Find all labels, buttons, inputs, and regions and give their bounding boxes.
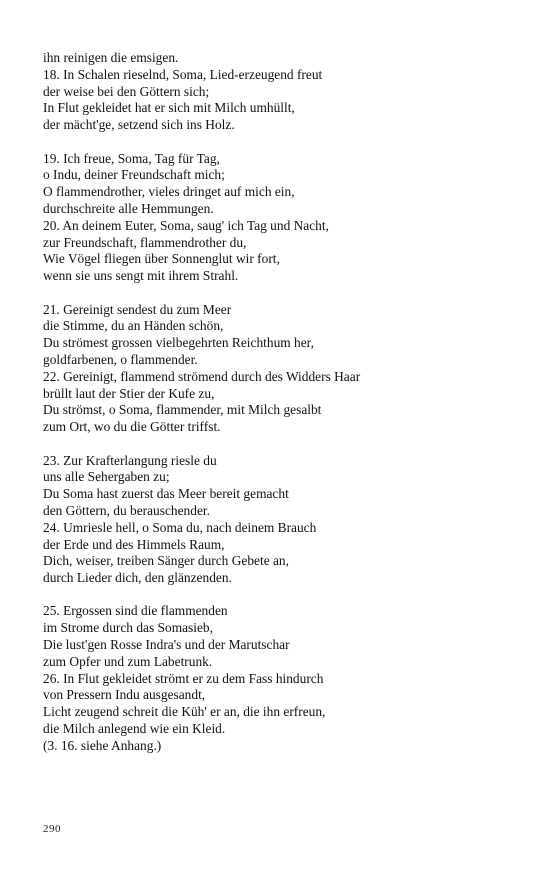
- verse-line: Wie Vögel fliegen über Sonnenglut wir fort,: [43, 251, 280, 267]
- verse-text: [43, 50, 513, 771]
- verse-line: goldfarbenen, o flammender.: [43, 351, 198, 367]
- verse-line: der weise bei den Göttern sich;: [43, 83, 210, 99]
- verse-line: zur Freundschaft, flammendrother du,: [43, 234, 247, 250]
- verse-line: 23. Zur Krafterlangung riesle du: [43, 452, 217, 468]
- verse-line: 26. In Flut gekleidet strömt er zu dem Fass hindurch: [43, 670, 324, 686]
- verse-line: 24. Umriesle hell, o Soma du, nach deinem Brauch: [43, 519, 317, 535]
- verse-line: Du strömst, o Soma, flammender, mit Milch gesalbt: [43, 402, 322, 418]
- verse-line: durch Lieder dich, den glänzenden.: [43, 570, 232, 586]
- verse-line: In Flut gekleidet hat er sich mit Milch umhüllt,: [43, 100, 295, 116]
- verse-line: 21. Gereinigt sendest du zum Meer: [43, 301, 232, 317]
- verse-line: zum Ort, wo du die Götter triffst.: [43, 419, 221, 435]
- verse-line: zum Opfer und zum Labetrunk.: [43, 653, 213, 669]
- verse-line: Du strömest grossen vielbegehrten Reichthum her,: [43, 335, 314, 351]
- verse-line: Die lust'gen Rosse Indra's und der Marutschar: [43, 637, 290, 653]
- verse-line: 19. Ich freue, Soma, Tag für Tag,: [43, 150, 220, 166]
- stanza: [43, 603, 513, 754]
- page-number: 290: [43, 823, 61, 835]
- verse-line: im Strome durch das Somasieb,: [43, 620, 213, 636]
- verse-line: der Erde und des Himmels Raum,: [43, 536, 225, 552]
- verse-line: wenn sie uns sengt mit ihrem Strahl.: [43, 268, 239, 284]
- verse-line: 22. Gereinigt, flammend strömend durch des Widders Haar: [43, 368, 361, 384]
- verse-line: ihn reinigen die emsigen.: [43, 50, 179, 65]
- verse-line: Licht zeugend schreit die Küh' er an, die ihn erfreun,: [43, 704, 326, 720]
- verse-line: 20. An deinem Euter, Soma, saug' ich Tag und Nacht,: [43, 217, 329, 233]
- verse-line: 18. In Schalen rieselnd, Soma, Lied-erzeugend freut: [43, 66, 323, 82]
- verse-line: Du Soma hast zuerst das Meer bereit gemacht: [43, 486, 289, 502]
- verse-line: durchschreite alle Hemmungen.: [43, 200, 214, 216]
- stanza: [43, 302, 513, 436]
- verse-line: von Pressern Indu ausgesandt,: [43, 687, 206, 703]
- verse-line: den Göttern, du berauschender.: [43, 502, 210, 518]
- verse-line: die Stimme, du an Händen schön,: [43, 318, 224, 334]
- verse-line: 25. Ergossen sind die flammenden: [43, 603, 228, 619]
- verse-line: der mächt'ge, setzend sich ins Holz.: [43, 117, 235, 133]
- verse-line: Dich, weiser, treiben Sänger durch Gebete an,: [43, 553, 289, 569]
- verse-line: O flammendrother, vieles dringet auf mich ein,: [43, 184, 295, 200]
- anhang-note: (3. 16. siehe Anhang.): [43, 737, 162, 753]
- verse-line: o Indu, deiner Freundschaft mich;: [43, 167, 225, 183]
- stanza: [43, 453, 513, 587]
- stanza: [43, 151, 513, 285]
- verse-line: die Milch anlegend wie ein Kleid.: [43, 721, 226, 737]
- stanza: [43, 50, 513, 134]
- verse-line: brüllt laut der Stier der Kufe zu,: [43, 385, 215, 401]
- verse-line: uns alle Sehergaben zu;: [43, 469, 170, 485]
